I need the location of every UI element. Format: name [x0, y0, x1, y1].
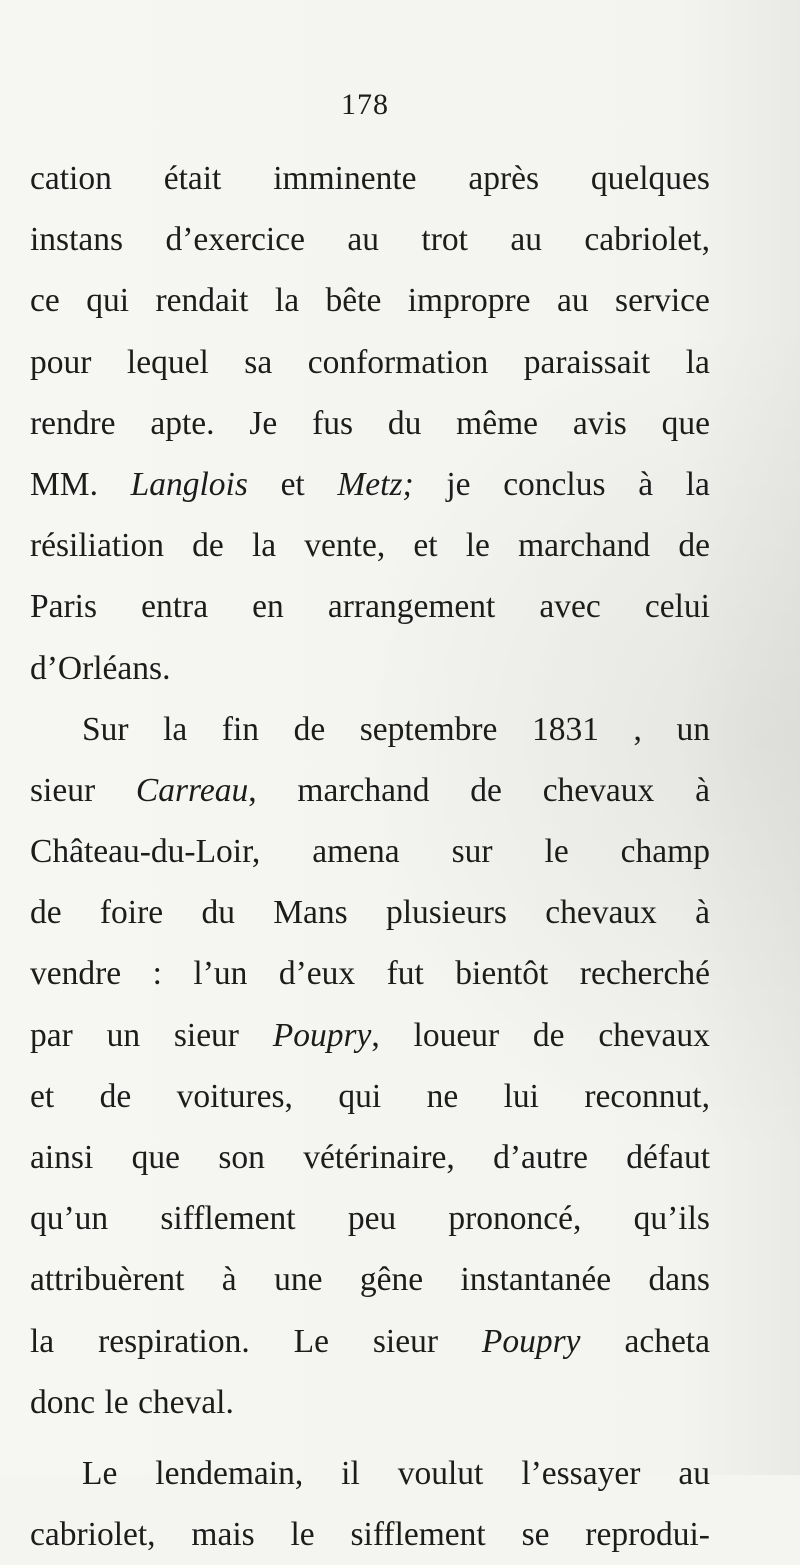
- word: prononcé,: [448, 1200, 582, 1238]
- word: de: [293, 710, 326, 748]
- text-line: [30, 821, 710, 882]
- word: gêne: [359, 1261, 424, 1299]
- word: d’Orléans.: [30, 649, 171, 687]
- word: la: [274, 282, 300, 320]
- word: au: [556, 282, 589, 320]
- word: sieur: [173, 1016, 239, 1054]
- text-line: [30, 1443, 710, 1504]
- word: instans: [30, 221, 124, 259]
- word: que: [661, 404, 710, 442]
- word: à: [638, 465, 654, 503]
- word: se: [521, 1516, 550, 1554]
- word: à: [695, 771, 710, 809]
- word: marchand: [518, 527, 651, 565]
- text-line: [30, 1504, 710, 1565]
- word: champ: [620, 833, 710, 871]
- word: son: [218, 1139, 265, 1176]
- text-line: [30, 1127, 710, 1188]
- word: que: [131, 1139, 180, 1176]
- text-line: [30, 1066, 710, 1127]
- word: et: [30, 1077, 55, 1115]
- word: acheta: [624, 1322, 710, 1360]
- word: cation: [30, 160, 112, 197]
- word: à: [221, 1261, 237, 1299]
- word: Je: [249, 404, 278, 442]
- word: quelques: [590, 160, 710, 197]
- word: fin: [221, 710, 260, 748]
- word: lequel: [126, 343, 209, 381]
- word: le: [544, 833, 569, 871]
- word: foire: [99, 894, 164, 932]
- word: le: [465, 527, 490, 565]
- word: arrangement: [327, 588, 496, 626]
- word: pour: [30, 343, 92, 381]
- word: trot: [421, 221, 468, 259]
- word: au: [510, 221, 542, 259]
- word: voitures,: [176, 1077, 293, 1115]
- word: respiration.: [98, 1322, 250, 1360]
- word: d’eux: [278, 955, 356, 993]
- word: chevaux: [545, 894, 657, 932]
- word: était: [163, 160, 222, 197]
- word: imminente: [273, 160, 417, 197]
- text-line: [30, 943, 710, 1004]
- word: entra: [141, 588, 209, 626]
- page-number: 178: [341, 88, 389, 121]
- word: bientôt: [455, 955, 549, 993]
- word: Château-du-Loir,: [30, 833, 261, 871]
- word: apte.: [150, 404, 215, 442]
- text-line: [30, 882, 710, 943]
- text-line: [30, 699, 710, 760]
- word: défaut: [626, 1139, 710, 1176]
- word: septembre: [359, 710, 498, 748]
- word: sieur: [30, 771, 96, 809]
- word: rendre: [30, 404, 116, 442]
- word: sifflement: [350, 1516, 486, 1554]
- word: Sur: [82, 710, 129, 748]
- word: lui: [503, 1077, 539, 1115]
- word: recherché: [579, 955, 710, 993]
- word: rendait: [155, 282, 249, 320]
- word: voulut: [397, 1454, 484, 1492]
- word: conformation: [307, 343, 489, 381]
- word: un: [676, 710, 710, 748]
- word: ce: [30, 282, 60, 320]
- word: ne: [426, 1077, 459, 1115]
- word: :: [152, 955, 162, 993]
- word: reconnut,: [584, 1077, 710, 1115]
- word: une: [274, 1261, 323, 1299]
- word: loueur: [413, 1016, 500, 1054]
- word: l’essayer: [521, 1454, 641, 1492]
- word: Poupry,: [272, 1016, 380, 1054]
- text-line: [30, 270, 710, 331]
- word: même: [456, 404, 539, 442]
- word: sifflement: [160, 1200, 296, 1238]
- word: et: [280, 465, 305, 503]
- word: fus: [312, 404, 354, 442]
- word: chevaux: [598, 1016, 710, 1054]
- word: avis: [572, 404, 627, 442]
- word: vétérinaire,: [303, 1139, 455, 1176]
- word: Carreau,: [135, 771, 257, 809]
- text-line: [30, 454, 710, 515]
- word: l’un: [193, 955, 248, 993]
- word: Paris: [30, 588, 97, 626]
- word: de: [99, 1077, 132, 1115]
- text-line: [30, 760, 710, 821]
- word: à: [695, 894, 710, 932]
- word: celui: [644, 588, 710, 626]
- text-line: [30, 332, 710, 393]
- word: après: [468, 160, 540, 197]
- word: du: [387, 404, 422, 442]
- word: par: [30, 1016, 73, 1054]
- word: Le: [82, 1454, 118, 1492]
- text-line: [30, 1249, 710, 1310]
- word: de: [678, 527, 710, 565]
- word: Metz;: [337, 465, 414, 503]
- word: service: [615, 282, 710, 320]
- word: Langlois: [130, 465, 248, 503]
- word: avec: [539, 588, 601, 626]
- text-line: [30, 1372, 710, 1433]
- word: sa: [244, 343, 273, 381]
- word: sur: [451, 833, 493, 871]
- word: Le: [293, 1322, 329, 1360]
- word: d’exercice: [165, 221, 305, 259]
- word: marchand: [297, 771, 430, 809]
- word: la: [30, 1322, 55, 1360]
- word: paraissait: [523, 343, 651, 381]
- word: il: [341, 1454, 360, 1492]
- word: amena: [312, 833, 400, 871]
- word: qui: [338, 1077, 382, 1115]
- word: fut: [386, 955, 424, 993]
- word: vendre: [30, 955, 122, 993]
- text-line: [30, 638, 710, 699]
- word: sieur: [372, 1322, 439, 1360]
- word: vente,: [304, 527, 386, 565]
- text-line: [30, 209, 710, 270]
- word: ainsi: [30, 1139, 94, 1176]
- word: qu’ils: [633, 1200, 710, 1238]
- word: bête: [325, 282, 382, 320]
- word: ,: [633, 710, 642, 748]
- word: cheval.: [138, 1383, 234, 1421]
- word: conclus: [503, 465, 606, 503]
- word: cabriolet,: [584, 221, 710, 259]
- text-line: [30, 576, 710, 637]
- text-line: [30, 148, 710, 209]
- word: reprodui-: [585, 1516, 710, 1554]
- word: mais: [191, 1516, 255, 1554]
- word: un: [106, 1016, 141, 1054]
- word: plusieurs: [385, 894, 507, 932]
- word: la: [251, 527, 277, 565]
- word: la: [685, 465, 710, 503]
- word: de: [30, 894, 62, 932]
- text-line: [30, 515, 710, 576]
- word: dans: [648, 1261, 710, 1299]
- word: en: [252, 588, 284, 626]
- word: chevaux: [542, 771, 655, 809]
- word: impropre: [407, 282, 531, 320]
- word: qui: [86, 282, 129, 320]
- text-line: [30, 393, 710, 454]
- word: la: [685, 343, 710, 381]
- word: le: [290, 1516, 315, 1554]
- word: lendemain,: [155, 1454, 304, 1492]
- word: donc: [30, 1383, 96, 1421]
- word: au: [347, 221, 379, 259]
- text-line: [30, 1005, 710, 1066]
- word: d’autre: [493, 1139, 588, 1176]
- word: qu’un: [30, 1200, 109, 1238]
- word: de: [532, 1016, 565, 1054]
- word: peu: [347, 1200, 397, 1238]
- word: instantanée: [460, 1261, 612, 1299]
- word: la: [163, 710, 188, 748]
- text-line: [30, 1188, 710, 1249]
- word: de: [470, 771, 502, 809]
- word: attribuèrent: [30, 1261, 185, 1299]
- word: résiliation: [30, 527, 164, 565]
- word: 1831: [531, 710, 599, 748]
- word: au: [678, 1454, 710, 1492]
- word: du: [201, 894, 235, 932]
- word: MM.: [30, 465, 98, 503]
- word: et: [413, 527, 438, 565]
- word: de: [192, 527, 224, 565]
- word: le: [104, 1383, 129, 1421]
- word: Poupry: [481, 1322, 581, 1360]
- word: je: [446, 465, 471, 503]
- word: cabriolet,: [30, 1516, 156, 1554]
- body-text: [30, 148, 710, 1565]
- word: Mans: [273, 894, 348, 932]
- text-line: [30, 1311, 710, 1372]
